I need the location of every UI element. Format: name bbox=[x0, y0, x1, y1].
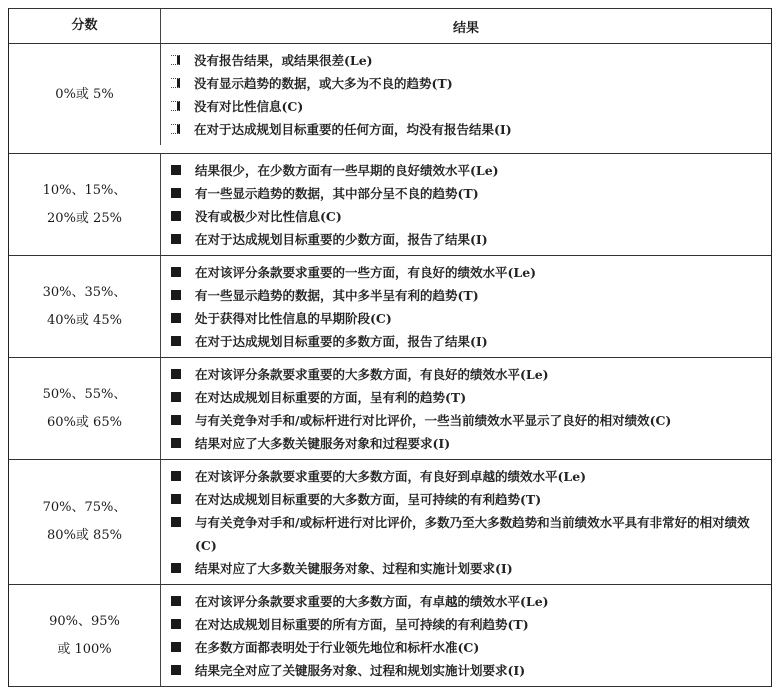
score-line: 80%或 85% bbox=[47, 528, 122, 543]
bullet-square-icon bbox=[171, 415, 181, 425]
score-line: 20%或 25% bbox=[47, 210, 122, 226]
list-item: 有一些显示趋势的数据，其中多半呈有利的趋势(T) bbox=[171, 284, 765, 307]
score-line: 30%、35%、 bbox=[42, 284, 127, 300]
list-item: 有一些显示趋势的数据，其中部分呈不良的趋势(T) bbox=[171, 182, 765, 205]
score-cell bbox=[9, 154, 161, 255]
score-cell bbox=[9, 585, 161, 686]
score-cell bbox=[9, 44, 161, 145]
scoring-table bbox=[8, 8, 772, 687]
bullet-square-icon bbox=[171, 563, 181, 573]
table-row bbox=[9, 255, 771, 357]
list-item: 在对达成规划目标重要的大多数方面，呈可持续的有利趋势(T) bbox=[171, 488, 765, 511]
result-cell bbox=[161, 585, 771, 686]
bullet-square-icon bbox=[171, 494, 181, 504]
list-item: 结果完全对应了关键服务对象、过程和规划实施计划要求(I) bbox=[171, 659, 765, 682]
table-row bbox=[9, 459, 771, 584]
result-cell bbox=[161, 256, 771, 357]
bullet-square-icon bbox=[171, 596, 181, 606]
list-item: 在对达成规划目标重要的方面，呈有利的趋势(T) bbox=[171, 386, 765, 409]
bullet-square-icon bbox=[171, 188, 181, 198]
list-item: 在对该评分条款要求重要的大多数方面，有良好到卓越的绩效水平(Le) bbox=[171, 465, 765, 488]
bullet-square-icon bbox=[171, 517, 181, 527]
score-line: 70%、75%、 bbox=[42, 500, 127, 515]
bullet-square-icon bbox=[171, 101, 180, 111]
list-item: 在多数方面都表明处于行业领先地位和标杆水准(C) bbox=[171, 636, 765, 659]
list-item: 在对于达成规划目标重要的少数方面，报告了结果(I) bbox=[171, 228, 765, 251]
list-item: 结果对应了大多数关键服务对象、过程和实施计划要求(I) bbox=[171, 557, 765, 580]
result-cell bbox=[161, 44, 771, 145]
bullet-square-icon bbox=[171, 234, 181, 244]
score-line: 50%、55%、 bbox=[42, 386, 127, 402]
bullet-square-icon bbox=[171, 165, 181, 175]
list-item: 结果很少，在少数方面有一些早期的良好绩效水平(Le) bbox=[171, 159, 765, 182]
bullet-square-icon bbox=[171, 642, 181, 652]
list-item: 处于获得对比性信息的早期阶段(C) bbox=[171, 307, 765, 330]
list-item: 在对达成规划目标重要的所有方面，呈可持续的有利趋势(T) bbox=[171, 613, 765, 636]
score-cell bbox=[9, 358, 161, 459]
list-item: 与有关竞争对手和/或标杆进行对比评价，多数乃至大多数趋势和当前绩效水平具有非常好的相对绩效(C) bbox=[171, 511, 765, 557]
bullet-square-icon bbox=[171, 336, 181, 346]
bullet-square-icon bbox=[171, 392, 181, 402]
header-result: 结果 bbox=[452, 20, 479, 36]
list-item: 与有关竞争对手和/或标杆进行对比评价，一些当前绩效水平显示了良好的相对绩效(C) bbox=[171, 409, 765, 432]
bullet-square-icon bbox=[171, 438, 181, 448]
result-cell bbox=[161, 460, 771, 584]
list-item: 没有对比性信息(C) bbox=[171, 95, 765, 118]
list-item: 没有显示趋势的数据，或大多为不良的趋势(T) bbox=[171, 72, 765, 95]
header-score: 分数 bbox=[9, 9, 161, 43]
table-row bbox=[9, 153, 771, 255]
score-line: 60%或 65% bbox=[47, 414, 122, 430]
list-item: 在对该评分条款要求重要的大多数方面，有卓越的绩效水平(Le) bbox=[171, 590, 765, 613]
list-item: 没有报告结果，或结果很差(Le) bbox=[171, 49, 765, 72]
score-cell bbox=[9, 256, 161, 357]
bullet-square-icon bbox=[171, 665, 181, 675]
result-cell bbox=[161, 358, 771, 459]
table-row bbox=[9, 357, 771, 459]
table-row bbox=[9, 584, 771, 687]
list-item: 在对该评分条款要求重要的一些方面，有良好的绩效水平(Le) bbox=[171, 261, 765, 284]
score-line: 或 100% bbox=[57, 641, 112, 657]
bullet-square-icon bbox=[171, 78, 180, 88]
score-line: 10%、15%、 bbox=[42, 182, 127, 198]
bullet-square-icon bbox=[171, 124, 180, 134]
bullet-square-icon bbox=[171, 369, 181, 379]
bullet-square-icon bbox=[171, 267, 181, 277]
table-header bbox=[9, 8, 771, 43]
score-line: 40%或 45% bbox=[47, 312, 122, 328]
score-line: 90%、95% bbox=[49, 613, 120, 629]
list-item: 结果对应了大多数关键服务对象和过程要求(I) bbox=[171, 432, 765, 455]
bullet-square-icon bbox=[171, 471, 181, 481]
list-item: 在对于达成规划目标重要的多数方面，报告了结果(I) bbox=[171, 330, 765, 353]
bullet-square-icon bbox=[171, 619, 181, 629]
list-item: 在对于达成规划目标重要的任何方面，均没有报告结果(I) bbox=[171, 118, 765, 141]
score-cell bbox=[9, 460, 161, 584]
bullet-square-icon bbox=[171, 290, 181, 300]
bullet-square-icon bbox=[171, 313, 181, 323]
list-item: 没有或极少对比性信息(C) bbox=[171, 205, 765, 228]
result-cell bbox=[161, 154, 771, 255]
table-row bbox=[9, 43, 771, 145]
bullet-square-icon bbox=[171, 211, 181, 221]
list-item: 在对该评分条款要求重要的大多数方面，有良好的绩效水平(Le) bbox=[171, 363, 765, 386]
bullet-square-icon bbox=[171, 55, 180, 65]
score-line: 0%或 5% bbox=[55, 86, 114, 102]
